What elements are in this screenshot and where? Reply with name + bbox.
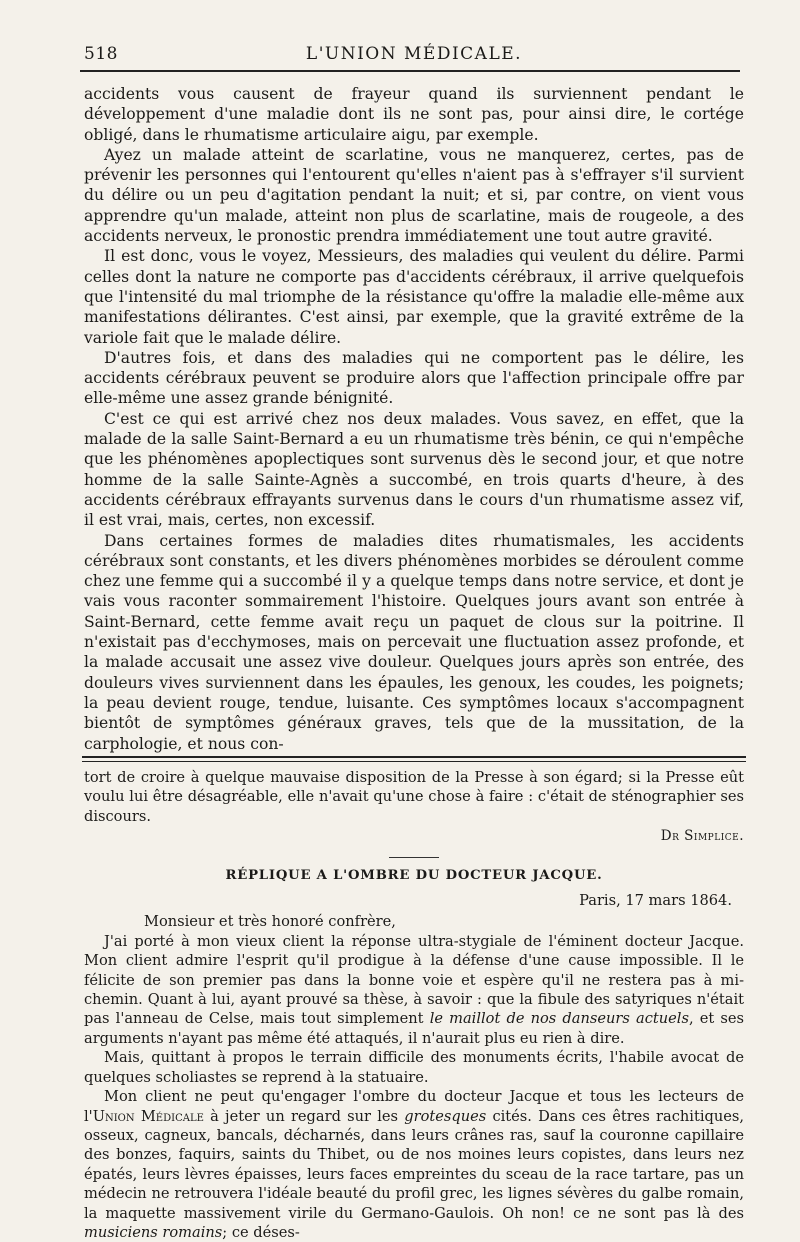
italic-phrase: musiciens romains — [84, 1223, 223, 1241]
paragraph: tort de croire à quelque mauvaise disposition de la Presse à son égard; si la Presse eût voulu lui être désagréable, elle n'avait qu'une chose à faire : c'était de sténographier ses discours. — [84, 769, 744, 825]
main-article — [84, 84, 744, 754]
paragraph: Il est donc, vous le voyez, Messieurs, des maladies qui veulent du délire. Parmi celles dont la nature ne comporte pas d'accidents cérébraux, il arrive quelquefois que l'intensité du mal triomphe de la résistance qu'offre la maladie elle-même aux manifestations délirantes. C'est ainsi, par exemple, que la gravité extrême de la variole fait que le malade délire. — [84, 247, 744, 347]
journal-title: L'UNION MÉDICALE. — [305, 44, 523, 64]
section-divider — [82, 756, 746, 758]
section-divider-thin — [82, 761, 746, 762]
dateline: Paris, 17 mars 1864. — [579, 892, 732, 910]
paragraph: D'autres fois, et dans des maladies qui ne comportent pas le délire, les accidents cérébraux peuvent se produire alors que l'affection principale offre par elle-même une assez grande bénignité. — [84, 348, 744, 408]
journal-name: Union Médicale — [92, 1107, 204, 1125]
paragraph: C'est ce qui est arrivé chez nos deux malades. Vous savez, en effet, que la malade de la salle Saint-Bernard a eu un rhumatisme très bénin, ce qui n'empêche que les phénomènes apoplectiques sont survenus dès le second jour, et que notre homme de la salle Sainte-Agnès a succombé, en trois quarts d'heure, à des accidents cérébraux effrayants survenus dans le cours d'un rhumatisme assez vif, il est vrai, mais, certes, non excessif. — [84, 409, 744, 530]
paragraph: Mon client ne peut qu'engager l'ombre du docteur Jacque et tous les lecteurs de l'Union Médicale à jeter un regard sur les grotesques cités. Dans ces êtres rachitiques, osseux, cagneux, bancals, décharnés, dans leurs crânes ras, sauf la couronne capillaire des bonzes, faquirs, saints du Thibet, ou de nos moines leurs copistes, dans leurs nez épatés, leurs lèvres épaisses, leurs faces empreintes du sceau de la race tartare, pas un médecin ne retrouvera l'idéale beauté du profil grec, les lignes sévères du galbe romain, la maquette massivement virile du Germano-Gaulois. Oh non! ce ne sont pas là des musiciens romains; ce déses- — [84, 1088, 744, 1241]
italic-phrase: le maillot de nos danseurs actuels — [429, 1010, 689, 1028]
paragraph: Ayez un malade atteint de scarlatine, vous ne manquerez, certes, pas de prévenir les personnes qui l'entourent qu'elles n'aient pas à s'effrayer s'il survient du délire ou un peu d'agitation pendant la nuit; et si, par contre, on vient vous apprendre qu'un malade, atteint non plus de scarlatine, mais de rougeole, a des accidents nerveux, le pronostic prendra immédiatement une tout autre gravité. — [84, 145, 744, 246]
feuilleton — [84, 768, 744, 1242]
salutation: Monsieur et très honoré confrère, — [144, 913, 396, 931]
header-rule — [80, 70, 740, 72]
page-header — [84, 36, 744, 66]
short-divider — [389, 857, 439, 858]
paragraph: Dans certaines formes de maladies dites rhumatismales, les accidents cérébraux sont constants, et les divers phénomènes morbides se déroulent comme chez une femme qui a succombé il y a quelque temps dans notre service, et dont je vais vous raconter sommairement l'histoire. Quelques jours avant son entrée à Saint-Bernard, cette femme avait reçu un paquet de clous sur la poitrine. Il n'existait pas d'ecchymoses, mais on percevait une fluctuation assez profonde, et la malade accusait une assez vive douleur. Quelques jours après son entrée, des douleurs vives surviennent dans les épaules, les genoux, les coudes, les poignets; la peau devient rouge, tendue, luisante. Ces symptômes locaux s'accompagnent bientôt de symptômes généraux graves, tels que de la mussitation, de la carphologie, et nous con- — [84, 531, 744, 753]
signature: Dr Simplice. — [660, 828, 744, 845]
article-heading: RÉPLIQUE A L'OMBRE DU DOCTEUR JACQUE. — [225, 867, 603, 883]
italic-word: grotesques — [404, 1107, 487, 1125]
paragraph: accidents vous causent de frayeur quand ils surviennent pendant le développement d'une maladie dont ils ne sont pas, pour ainsi dire, le cortége obligé, dans le rhumatisme articulaire aigu, par exemple. — [84, 85, 744, 144]
paragraph: J'ai porté à mon vieux client la réponse ultra-stygiale de l'éminent docteur Jacque. Mon client admire l'esprit qu'il prodigue à la défense d'une cause impossible. Il le félicite de son premier pas dans la bonne voie et espère qu'il ne restera pas à mi-chemin. Quant à lui, ayant prouvé sa thèse, à savoir : que la fibule des satyriques n'était pas l'anneau de Celse, mais tout simplement le maillot de nos danseurs actuels, et ses arguments n'ayant pas même été attaqués, il n'aurait plus eu rien à dire. — [84, 932, 744, 1047]
page-number: 518 — [84, 44, 118, 64]
paragraph: Mais, quittant à propos le terrain difficile des monuments écrits, l'habile avocat de quelques scholiastes se reprend à la statuaire. — [84, 1049, 744, 1086]
